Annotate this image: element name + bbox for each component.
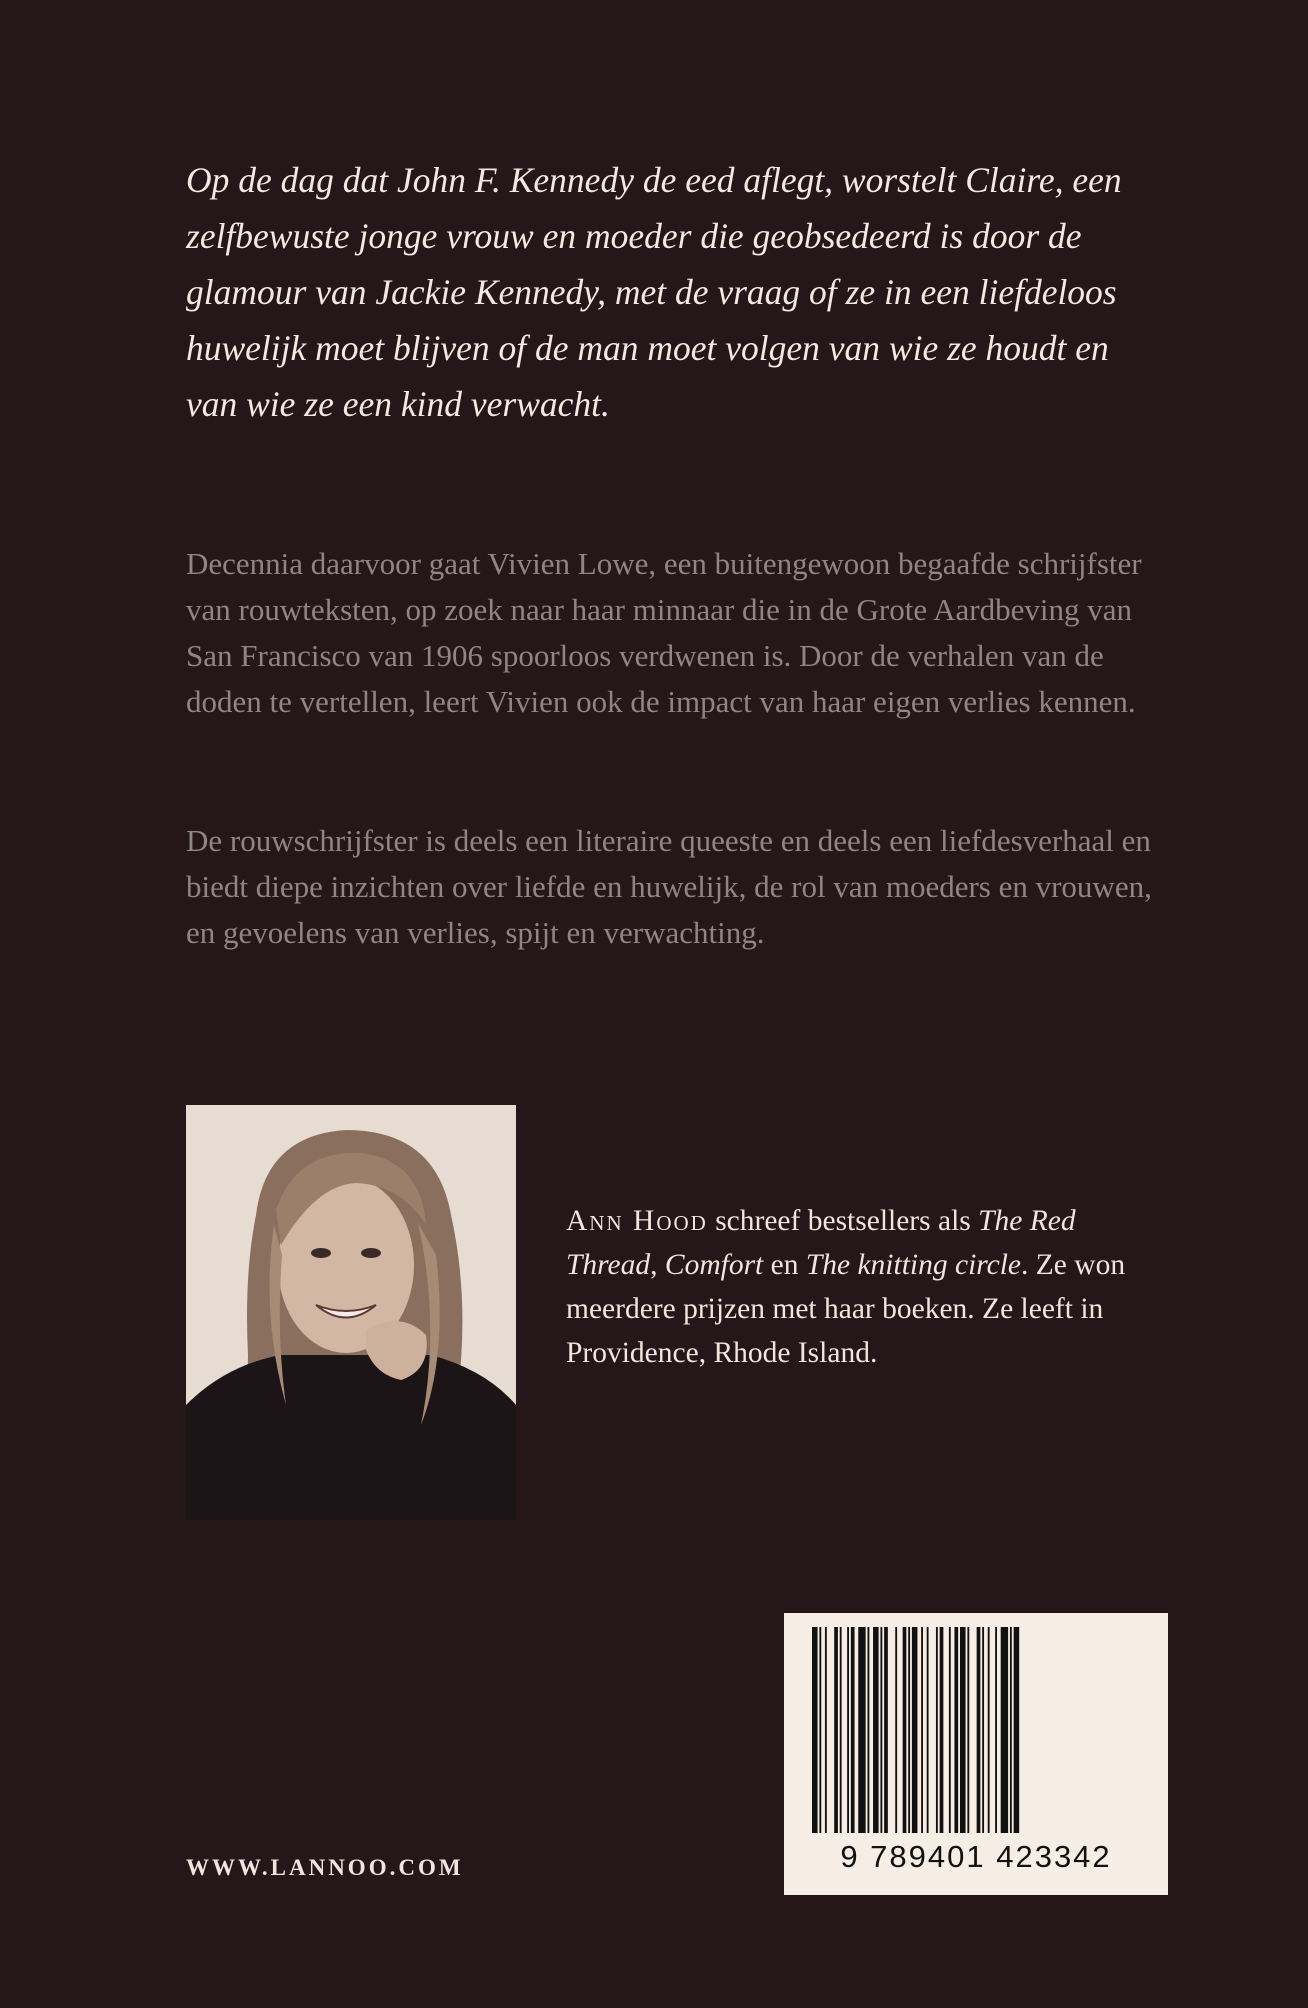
barcode-bar (949, 1627, 951, 1833)
isbn-digits: 9 789401 423342 (840, 1839, 1112, 1874)
barcode-bar (840, 1627, 842, 1833)
bio-text: schreef bestsellers als (707, 1205, 979, 1237)
barcode-bar (936, 1627, 938, 1833)
barcode-bar (954, 1627, 958, 1833)
book-title: The knitting circle (805, 1249, 1022, 1281)
barcode-bar (851, 1627, 855, 1833)
bio-separator: , (650, 1249, 665, 1281)
barcode-bar (982, 1627, 984, 1833)
description-paragraph: De rouwschrijfster is deels een literaire queeste en deels een liefdesverhaal en biedt diepe inzichten over liefde en huwelijk, de rol van moeders en vrouwen, en gevoelens van verlies, spijt en verwachting. (186, 823, 1152, 950)
barcode-bar (825, 1627, 827, 1833)
author-photo (186, 1105, 516, 1520)
barcode-bar (921, 1627, 923, 1833)
barcode-bar (812, 1627, 818, 1833)
barcode-bar (960, 1627, 966, 1833)
barcode-bar (903, 1627, 907, 1833)
barcode-bar (1010, 1627, 1012, 1833)
barcode-bar (988, 1627, 990, 1833)
book-title: Comfort (664, 1249, 764, 1281)
barcode-bar (977, 1627, 981, 1833)
barcode-bar (819, 1627, 821, 1833)
bio-text: . Ze won meerdere prijzen met haar boeken. Ze leeft in Providence, Rhode Island. (566, 1249, 1126, 1369)
barcode-bar (912, 1627, 918, 1833)
isbn-barcode (784, 1613, 1168, 1895)
barcode-bar (884, 1627, 888, 1833)
book-title: The Red Thread (566, 1205, 1076, 1281)
barcode-bar (927, 1627, 929, 1833)
barcode-bar (895, 1627, 897, 1833)
barcode-bar (908, 1627, 910, 1833)
barcode-bar (858, 1627, 865, 1833)
barcode-bar (967, 1627, 969, 1833)
barcode-bar (847, 1627, 849, 1833)
tagline: Op de dag dat John F. Kennedy de eed aflegt, worstelt Claire, een zelfbewuste jonge vrouw en moeder die geobsedeerd is door de glamour van Jackie Kennedy, met de vraag of ze in een liefdeloos huwelijk moet blijven of de man moet volgen van wie ze houdt en van wie ze een kind verwacht. (186, 160, 1122, 424)
author-name: Ann Hood (566, 1205, 708, 1237)
barcode-bar (834, 1627, 838, 1833)
barcode-bar (880, 1627, 882, 1833)
barcode-bar (868, 1627, 870, 1833)
barcode-bar (940, 1627, 944, 1833)
barcode-bar (1014, 1627, 1020, 1833)
barcode-bar (873, 1627, 879, 1833)
barcode-bar (995, 1627, 997, 1833)
description-paragraph: Decennia daarvoor gaat Vivien Lowe, een buitengewoon begaafde schrijfster van rouwteksten, op zoek naar haar minnaar die in de Grote Aardbeving van San Francisco van 1906 spoorloos verdwenen is. Door de verhalen van de doden te vertellen, leert Vivien ook de impact van haar eigen verlies kennen. (186, 546, 1142, 719)
author-bio (566, 1199, 1126, 1375)
bio-separator: en (763, 1249, 806, 1281)
barcode-bar (1001, 1627, 1008, 1833)
publisher-website: WWW.LANNOO.COM (186, 1855, 464, 1880)
